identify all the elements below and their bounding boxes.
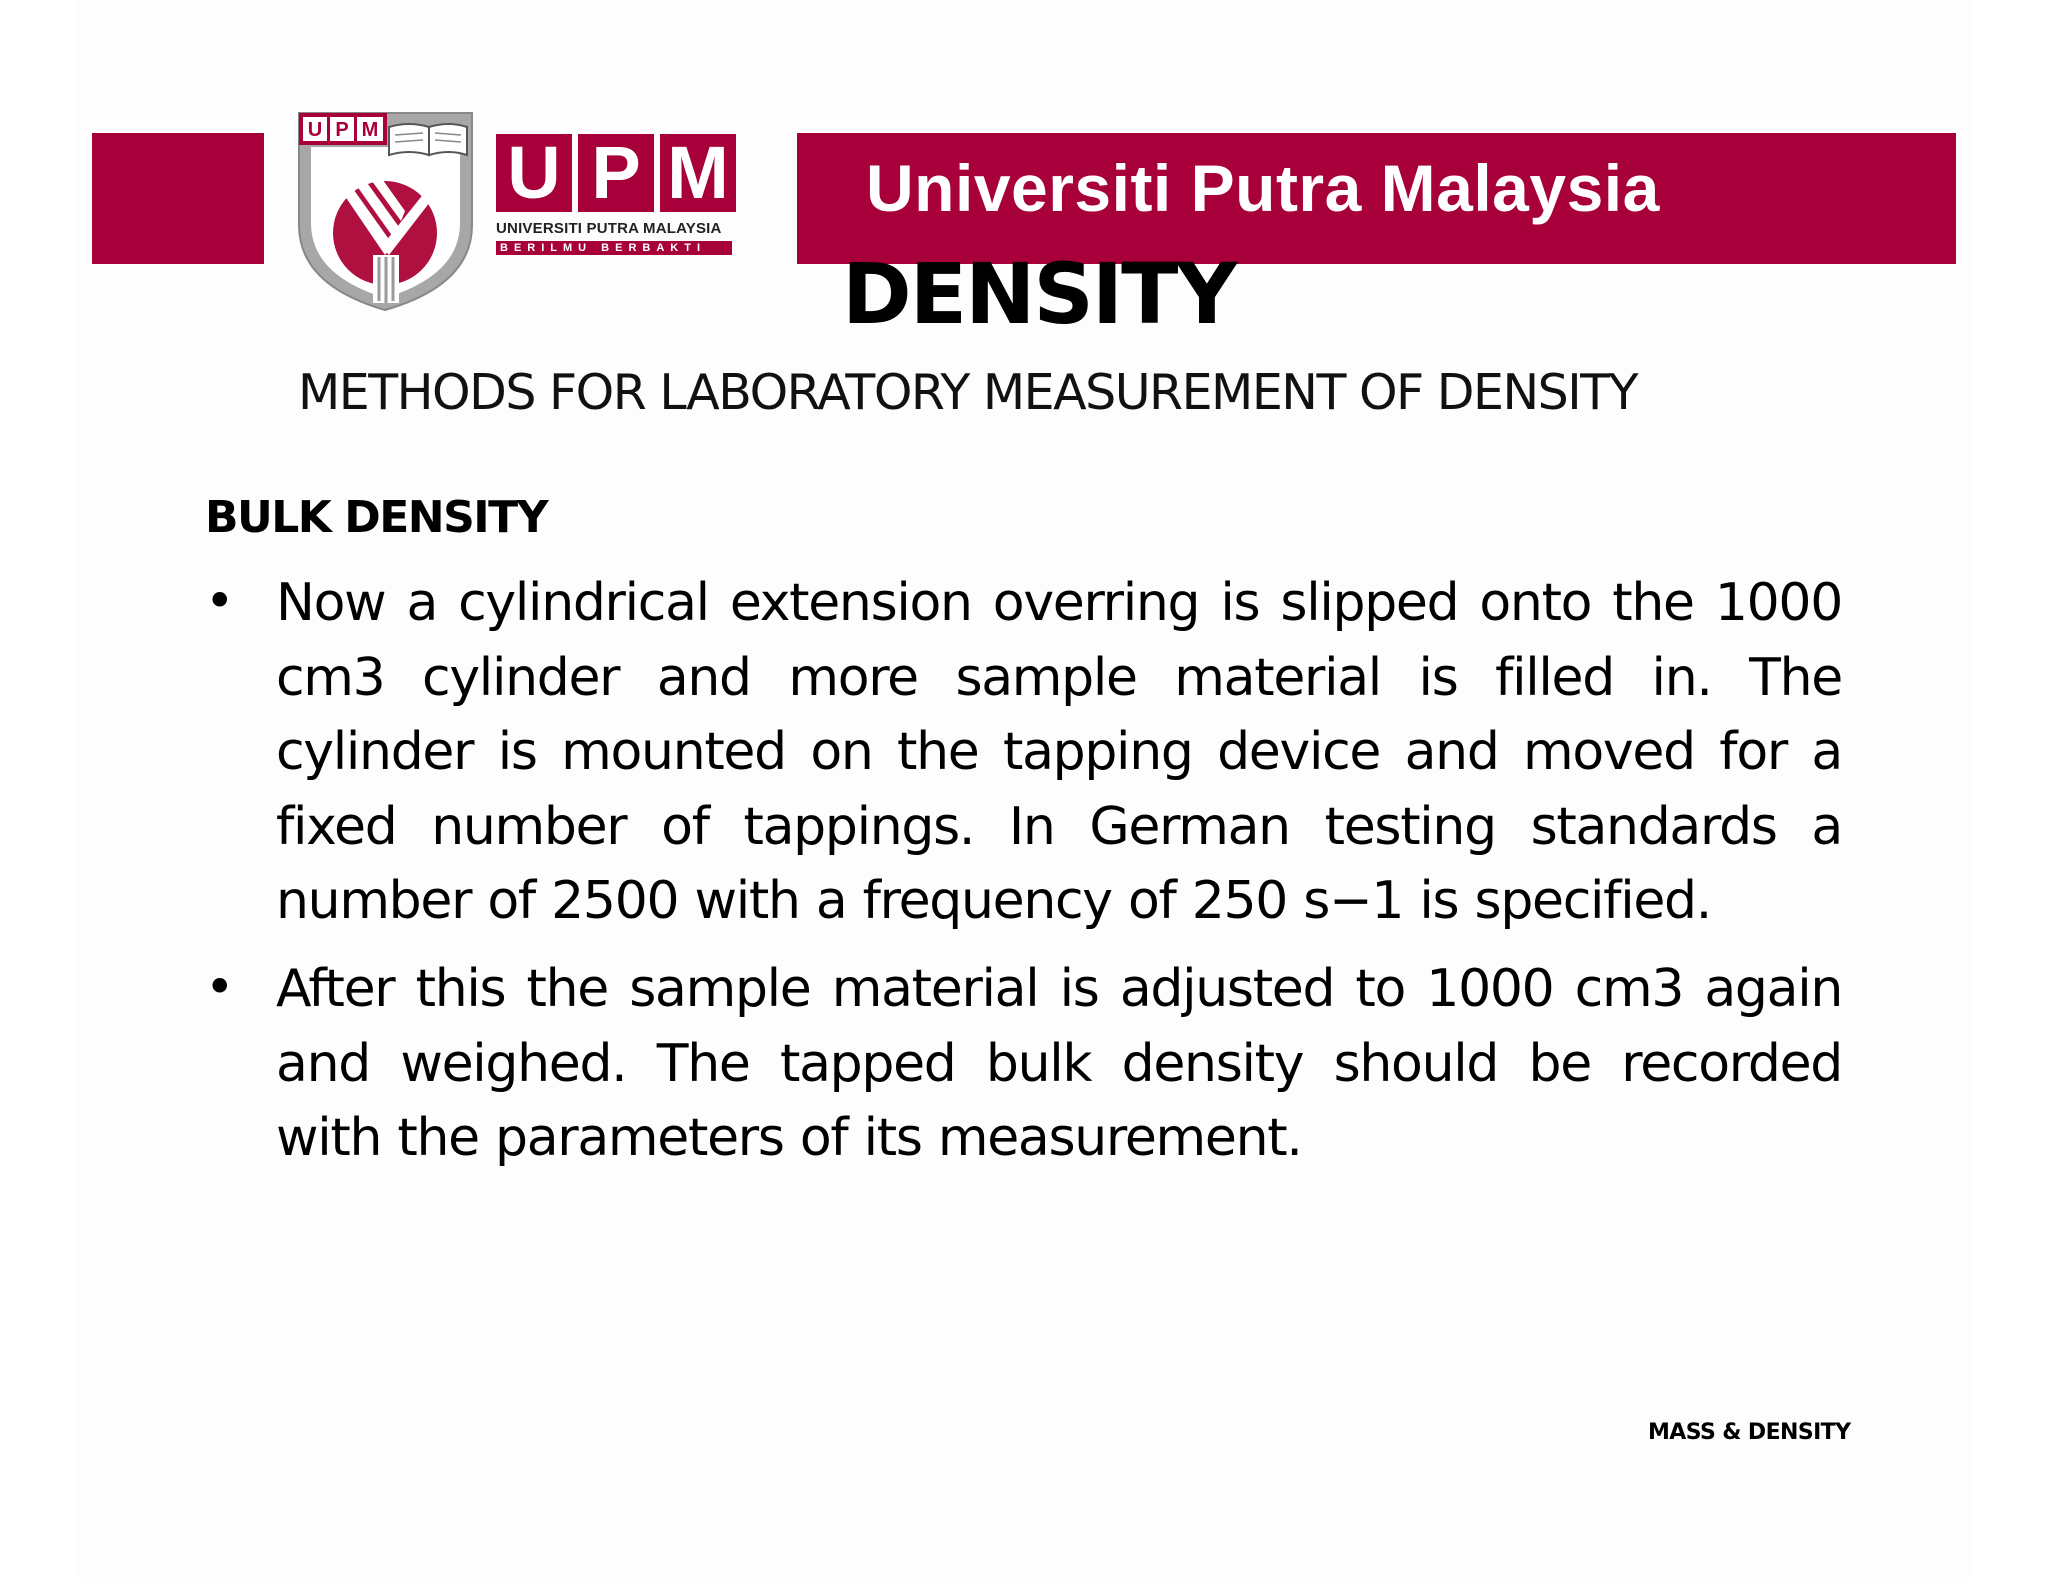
slide-footer: MASS & DENSITY [1648,1420,1851,1445]
bullet-item: After this the sample material is adjusted to 1000 cm3 again and weighed. The tapped bulk density should be recorded with the parameters of its measurement. [276,959,1842,1168]
wordmark-letter-u: U [496,134,572,212]
section-heading: BULK DENSITY [205,492,548,543]
wordmark-letters [496,131,744,214]
university-name-banner: Universiti Putra Malaysia [866,151,1660,225]
upm-wordmark-logo [496,131,744,266]
bullet-icon: • [205,958,235,1016]
wordmark-university-name: UNIVERSITI PUTRA MALAYSIA [496,220,722,237]
header-band-left [92,133,264,264]
bullet-icon: • [205,572,235,630]
slide-title: DENSITY [842,245,1236,343]
wordmark-motto: BERILMU BERBAKTI [496,241,732,255]
wordmark-letter-m: M [660,134,736,212]
svg-text:P: P [335,119,349,141]
slide-subtitle: METHODS FOR LABORATORY MEASUREMENT OF DENSITY [298,364,1638,421]
bullet-item: Now a cylindrical extension overring is slipped onto the 1000 cm3 cylinder and more sample material is filled in. The cylinder is mounted on the tapping device and moved for a fixed number of tappings. In German testing standards a number of 2500 with a frequency of 250 s−1 is specified. [276,573,1842,931]
upm-crest-logo [289,105,482,315]
wordmark-letter-p: P [578,134,654,212]
svg-text:M: M [361,119,379,141]
svg-text:U: U [307,119,323,141]
